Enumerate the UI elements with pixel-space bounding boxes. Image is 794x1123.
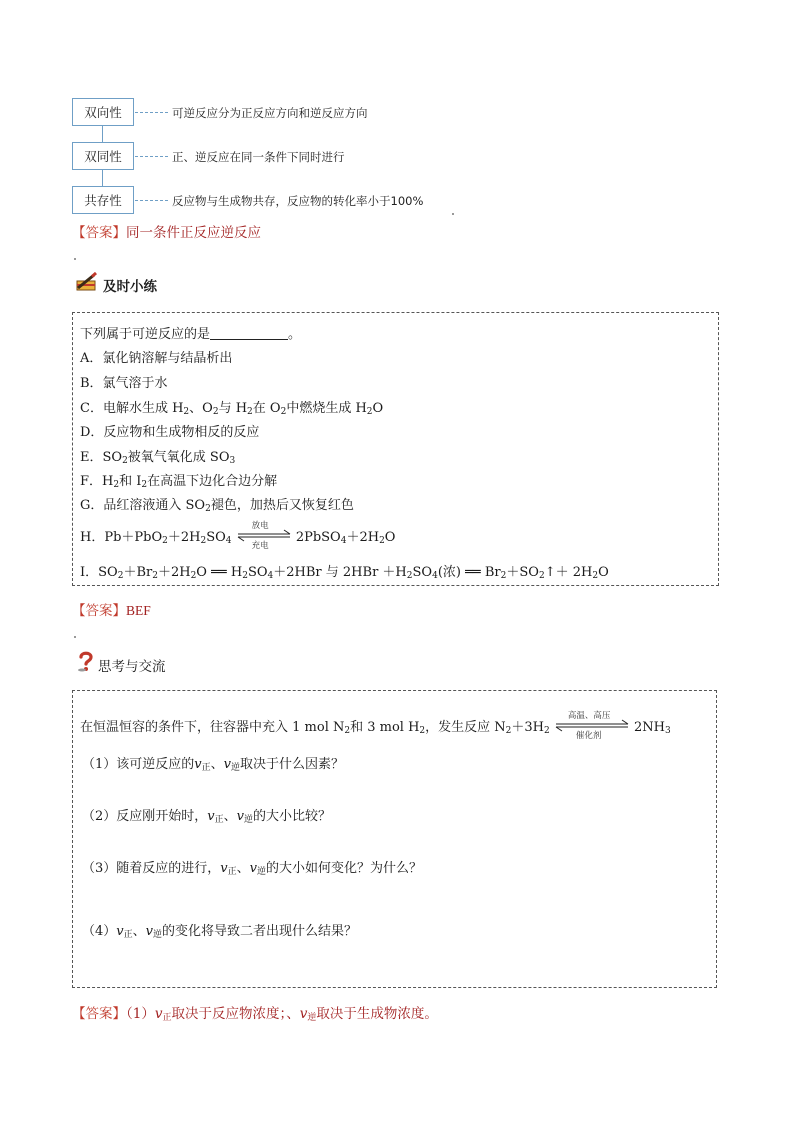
- t: SO: [247, 565, 268, 580]
- dashed-connector: [135, 200, 168, 201]
- t: ＋SO: [506, 565, 539, 580]
- t: 2PbSO: [295, 530, 341, 545]
- t: C．电解水生成 H: [80, 401, 184, 416]
- t: ，发生反应 N: [425, 720, 506, 735]
- t: 正: [227, 867, 237, 877]
- t: 正: [201, 763, 211, 773]
- stray-dot: [452, 213, 454, 215]
- t: ＋2H: [346, 530, 380, 545]
- t: G．品红溶液通入 SO: [80, 498, 206, 513]
- dashed-connector: [135, 156, 168, 157]
- t: 逆: [231, 763, 241, 773]
- question-stem: [80, 323, 301, 342]
- answer-3: [72, 1002, 438, 1023]
- t: SO: [206, 530, 226, 545]
- t: （1）该可逆反应的: [82, 757, 195, 772]
- t: 正: [214, 815, 224, 825]
- question-mark-icon: [76, 650, 96, 672]
- answer-tag: 【答案】: [72, 225, 126, 241]
- t: v: [236, 809, 245, 824]
- t: 逆: [307, 1013, 317, 1023]
- t: 逆: [257, 867, 267, 877]
- t: 和 3 mol H: [350, 720, 420, 735]
- reversible-arrow: [554, 711, 630, 741]
- arrow-top-label: 高温、高压: [567, 711, 611, 721]
- t: 2NH: [634, 720, 666, 735]
- t: H．Pb＋PbO: [80, 530, 163, 545]
- t: ＋2HBr 与 2HBr ＋H: [273, 565, 407, 580]
- t: O: [372, 401, 384, 416]
- t: 的大小比较？: [253, 809, 332, 824]
- think-intro: 在恒温恒容的条件下，往容器中充入 1 mol $N_2$和 3 mol $H_2$，发生反应 $N_2+3H_2$ 高温、高压 催化剂 $2NH_3$: [80, 711, 671, 741]
- section-title-practice: 及时小练: [103, 279, 157, 295]
- t: （3）随着反应的进行，: [82, 861, 221, 876]
- t: 、: [210, 757, 224, 772]
- t: 、: [236, 861, 250, 876]
- t: v: [116, 924, 124, 939]
- arrow-bottom-label: 催化剂: [575, 731, 602, 741]
- t: 取决于什么因素？: [240, 757, 345, 772]
- option-b: B．氯气溶于水: [80, 376, 168, 391]
- t: v: [194, 757, 202, 772]
- t: 在高温下边化合边分解: [147, 474, 278, 489]
- t: ＋2H: [167, 530, 201, 545]
- t: O: [598, 565, 609, 580]
- t: (浓) ══ Br: [437, 565, 501, 580]
- t: v: [145, 924, 154, 939]
- answer-2: [72, 599, 151, 619]
- t: v: [249, 861, 258, 876]
- t: 取决于生成物浓度。: [316, 1006, 438, 1022]
- option-h: H．$Pb+PbO_2+2H_2SO_4$ 放电 充电 $2PbSO_4+2H_2O$: [80, 521, 396, 551]
- t: v: [207, 809, 215, 824]
- t: ↑＋ 2H: [544, 565, 593, 580]
- t: 与 H: [218, 401, 248, 416]
- answer-blank: [210, 327, 288, 340]
- t: v: [154, 1006, 163, 1022]
- t: E．SO: [80, 450, 123, 465]
- option-f: F．$H_2$和 $I_2$在高温下边化合边分解: [80, 474, 278, 490]
- t: v: [299, 1006, 308, 1022]
- t: 的大小如何变化？为什么？: [266, 861, 423, 876]
- t: ＋3H: [511, 720, 545, 735]
- t: F．H: [80, 474, 114, 489]
- arrow-top-label: 放电: [251, 521, 269, 531]
- stray-dot: [74, 258, 76, 260]
- think-q1: [82, 753, 344, 773]
- stem-end: 。: [288, 327, 302, 342]
- stray-dot: [74, 636, 76, 638]
- t: 在 O: [252, 401, 281, 416]
- t: 取决于反应物浓度；、: [171, 1006, 300, 1022]
- feature-box-bidirectional: 双向性: [72, 98, 134, 126]
- feature-desc: 反应物与生成物共存，反应物的转化率小于100%: [172, 194, 424, 208]
- t: 、O: [189, 401, 213, 416]
- feature-box-coexistence: 共存性: [72, 186, 134, 214]
- option-a: A．氯化钠溶解与结晶析出: [80, 351, 233, 366]
- stem-text: 下列属于可逆反应的是: [80, 327, 211, 342]
- t: （4）: [82, 924, 117, 939]
- t: v: [220, 861, 228, 876]
- option-d: D．反应物和生成物相反的反应: [80, 425, 260, 440]
- t: 逆: [153, 930, 163, 940]
- t: SO: [412, 565, 433, 580]
- answer-tag: 【答案】: [72, 1006, 126, 1022]
- t: 、: [223, 809, 237, 824]
- t: I．SO: [80, 565, 118, 580]
- t: （1）: [126, 1006, 155, 1022]
- t: v: [223, 757, 232, 772]
- connector-line: [102, 170, 103, 186]
- section-title-think: 思考与交流: [98, 659, 166, 675]
- t: 逆: [244, 815, 254, 825]
- feature-desc: 可逆反应分为正反应方向和逆反应方向: [172, 106, 368, 120]
- option-c: C．电解水生成 $H_2$、$O_2$与 $H_2$在 $O_2$中燃烧生成 $H_2O$: [80, 401, 384, 417]
- option-i: I．$SO_2+Br_2+2H_2O$ ══ $H_2SO_4+2HBr$ 与 $2HBr +H_2SO_4$(浓) ══ $Br_2+SO_2↑+ 2H_2O$: [80, 565, 609, 581]
- answer-body: BEF: [126, 603, 151, 618]
- arrow-bottom-label: 充电: [251, 541, 269, 551]
- answer-body: 同一条件正反应逆反应: [126, 225, 261, 241]
- t: 、: [132, 924, 146, 939]
- t: 褪色，加热后又恢复红色: [210, 498, 354, 513]
- t: （2）反应刚开始时，: [82, 809, 208, 824]
- t: ＋2H: [157, 565, 191, 580]
- t: 正: [162, 1013, 172, 1023]
- t: O ══ H: [196, 565, 243, 580]
- feature-box-same-condition: 双同性: [72, 142, 134, 170]
- answer-1: [72, 221, 261, 241]
- t: 在恒温恒容的条件下，往容器中充入 1 mol N: [80, 720, 345, 735]
- pencil-book-icon: [76, 272, 98, 292]
- t: O: [384, 530, 396, 545]
- answer-tag: 【答案】: [72, 603, 126, 619]
- think-q3: [82, 857, 422, 877]
- option-g: G．品红溶液通入 $SO_2$褪色，加热后又恢复红色: [80, 498, 354, 514]
- t: ＋Br: [123, 565, 153, 580]
- dashed-connector: [135, 112, 168, 113]
- t: 和 I: [119, 474, 142, 489]
- t: 被氧气氧化成 SO: [127, 450, 230, 465]
- think-q4: [82, 920, 357, 940]
- t: 正: [123, 930, 133, 940]
- t: 的变化将导致二者出现什么结果？: [162, 924, 358, 939]
- option-e: E．$SO_2$被氧气氧化成 $SO_3$: [80, 450, 236, 466]
- t: 中燃烧生成 H: [286, 401, 367, 416]
- connector-line: [102, 126, 103, 142]
- think-q2: [82, 805, 331, 825]
- reversible-arrow: [236, 521, 292, 551]
- feature-desc: 正、逆反应在同一条件下同时进行: [172, 150, 345, 164]
